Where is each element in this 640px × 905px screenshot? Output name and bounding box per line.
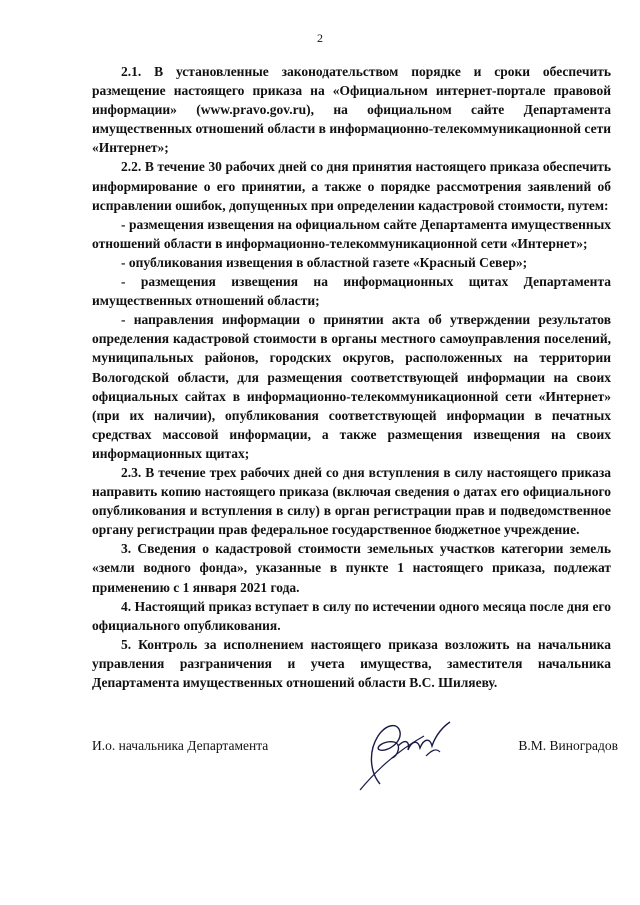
signatory-position: И.о. начальника Департамента xyxy=(92,738,269,753)
list-item-local-authorities: - направления информации о принятии акта об утверждении результатов определения кадастровой стоимости в органы местного самоуправления поселений, муниципальных районов, городских округов, расположенных на территории Вологодской области, для размещения соответствующей информации на своих официальных сайтах в информационно-телекоммуникационной сети «Интернет» (при их наличии), опубликования соответствующей информации в печатных средствах массовой информации, а также размещения извещения на своих информационных щитах; xyxy=(92,312,611,461)
paragraph-4: 4. Настоящий приказ вступает в силу по истечении одного месяца после дня его официального опубликования. xyxy=(92,598,611,633)
paragraph-2-2: 2.2. В течение 30 рабочих дней со дня принятия настоящего приказа обеспечить информирование о его принятии, а также о порядке рассмотрения заявлений об исправлении ошибок, допущенных при определении кадастровой стоимости, путем: xyxy=(92,159,611,213)
handwritten-signature xyxy=(340,712,460,792)
signatory-name: В.М. Виноградов xyxy=(518,738,618,753)
paragraph-2-1: 2.1. В установленные законодательством порядке и сроки обеспечить размещение настоящего приказа на «Официальном интернет-портале правовой информации» (www.pravo.gov.ru), на официальном сайте Департамента имущественных отношений области в информационно-телекоммуникационной сети «Интернет»; xyxy=(92,64,611,156)
paragraph-2-3: 2.3. В течение трех рабочих дней со дня вступления в силу настоящего приказа направить копию настоящего приказа (включая сведения о датах его официального опубликования и вступления в силу) в орган регистрации прав и подведомственное органу регистрации прав федеральное государственное бюджетное учреждение. xyxy=(92,464,611,538)
paragraph-3: 3. Сведения о кадастровой стоимости земельных участков категории земель «земли водного фонда», указанные в пункте 1 настоящего приказа, подлежат применению с 1 января 2021 года. xyxy=(92,541,611,595)
paragraph-5: 5. Контроль за исполнением настоящего приказа возложить на начальника управления разграничения и учета имущества, заместителя начальника Департамента имущественных отношений области В.С. Шиляеву. xyxy=(92,636,611,690)
list-item-newspaper: - опубликования извещения в областной газете «Красный Север»; xyxy=(121,254,528,270)
page-number: 2 xyxy=(317,31,323,45)
list-item-boards: - размещения извещения на информационных щитах Департамента имущественных отношений области; xyxy=(92,274,611,309)
list-item-website: - размещения извещения на официальном сайте Департамента имущественных отношений области в информационно-телекоммуникационной сети «Интернет»; xyxy=(92,216,611,251)
document-body xyxy=(92,62,611,692)
